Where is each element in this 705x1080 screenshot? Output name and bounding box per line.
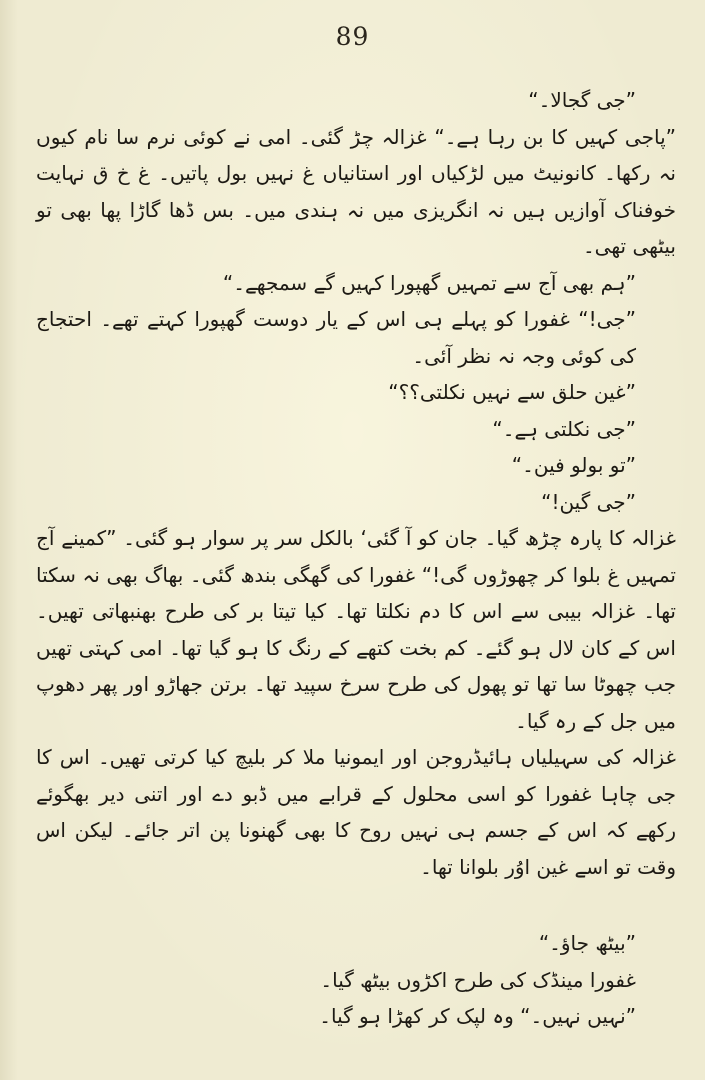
paragraph: ”تو بولو فین۔“ xyxy=(511,453,636,477)
page-number: 89 xyxy=(335,22,370,51)
paragraph: غفورا مینڈک کی طرح اکڑوں بیٹھ گیا۔ xyxy=(320,967,636,992)
page-body xyxy=(36,82,676,1035)
paragraph: ”نہیں نہیں۔“ وہ لپک کر کھڑا ہو گیا۔ xyxy=(319,1004,636,1028)
paragraph: ”جی گین!“ xyxy=(541,489,636,514)
paragraph: ”بیٹھ جاؤ۔“ xyxy=(538,931,636,955)
paragraph: ”ہم بھی آج سے تمہیں گھپورا کہیں گے سمجھے۔“ xyxy=(222,270,636,295)
paragraph: غزالہ کی سہیلیاں ہائیڈروجن اور ایمونیا ملا کر بلیچ کیا کرتی تھیں۔ اس کا جی چاہا غفورا کو اسی محلول کے قرابے میں ڈبو دے اور اتنی دیر بھگوئے رکھے کہ اس کے جسم ہی نہیں روح کا بھی گھنونا پن اتر جائے۔ لیکن اس وقت تو اسے غین اوُر بلوانا تھا۔ xyxy=(36,745,676,879)
paragraph: ”غین حلق سے نہیں نکلتی؟؟“ xyxy=(388,380,636,404)
paragraph: ”پاجی کہیں کا بن رہا ہے۔“ غزالہ چڑ گئی۔ امی نے کوئی نرم سا نام کیوں نہ رکھا۔ کانونیٹ میں لڑکیاں اور استانیاں غ نہیں بول پاتیں۔ غ خ ق نہایت خوفناک آوازیں ہیں نہ انگریزی میں نہ ہندی میں۔ بس ڈھا گاڑا پھا بھی تو بیٹھی تھی۔ xyxy=(36,124,676,258)
paragraph: غزالہ کا پارہ چڑھ گیا۔ جان کو آ گئی‘ بالکل سر پر سوار ہو گئی۔ ”کمینے آج تمہیں غ بلوا کر چھوڑوں گی!“ غفورا کی گھگی بندھ گئی۔ بھاگ بھی نہ سکتا تھا۔ غزالہ بیبی سے اس کا دم نکلتا تھا۔ کیا تیتا بر کی طرح بھنبھاتی تھیں۔ اس کے کان لال ہو گئے۔ کم بخت کتھے کے رنگ کا ہو گیا تھا۔ امی کہتی تھیں جب چھوٹا سا تھا تو پھول کی طرح سرخ سپید تھا۔ برتن جھاڑو اور پھر دھوپ میں جل کے رہ گیا۔ xyxy=(36,526,676,733)
paragraph: ”جی گجالا۔“ xyxy=(528,88,636,112)
paragraph: ”جی!“ غفورا کو پہلے ہی اس کے یار دوست گھپورا کہتے تھے۔ احتجاج کی کوئی وجہ نہ نظر آئی۔ xyxy=(36,307,636,368)
paragraph-gap xyxy=(36,885,676,925)
paragraph: ”جی نکلتی ہے۔“ xyxy=(492,416,636,441)
